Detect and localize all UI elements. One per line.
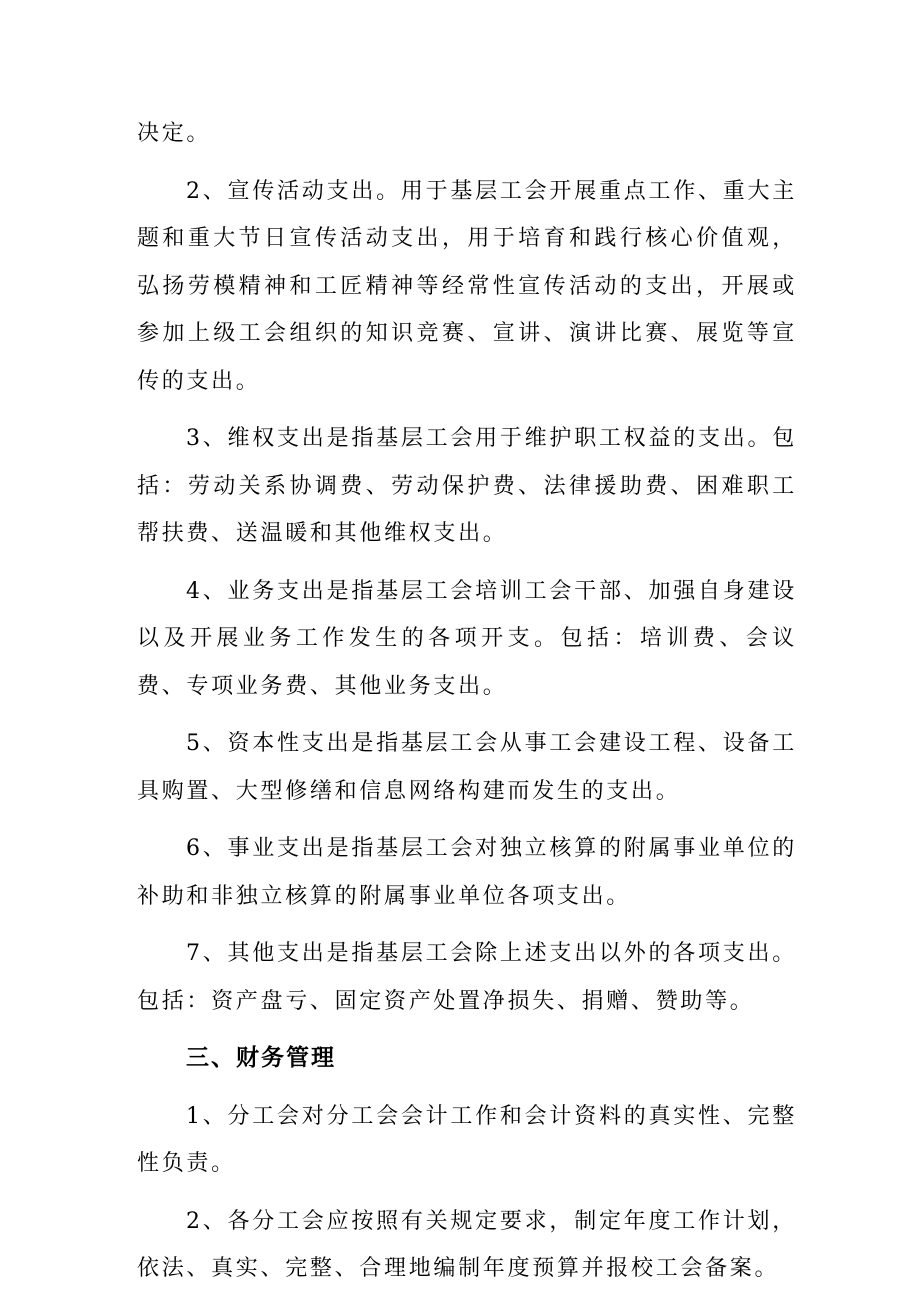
paragraph-publicity-expenses: 2、宣传活动支出。用于基层工会开展重点工作、重大主题和重大节日宣传活动支出，用于培育和践行核心价值观，弘扬劳模精神和工匠精神等经常性宣传活动的支出，开展或参加上级工会组织的知识竞赛、宣讲、演讲比赛、展览等宣传的支出。	[137, 178, 797, 394]
paragraph-continuation: 决定。	[137, 121, 212, 146]
paragraph-accounting-responsibility: 1、分工会对分工会会计工作和会计资料的真实性、完整性负责。	[137, 1103, 797, 1176]
paragraph-business-expenses: 4、业务支出是指基层工会培训工会干部、加强自身建设以及开展业务工作发生的各项开支。包括：培训费、会议费、专项业务费、其他业务支出。	[137, 578, 797, 699]
section-heading-financial-management: 三、财务管理	[186, 1045, 336, 1071]
paragraph-other-expenses: 7、其他支出是指基层工会除上述支出以外的各项支出。包括：资产盘亏、固定资产处置净损失、捐赠、赞助等。	[137, 941, 797, 1014]
paragraph-capital-expenses: 5、资本性支出是指基层工会从事工会建设工程、设备工具购置、大型修缮和信息网络构建而发生的支出。	[137, 731, 797, 804]
paragraph-undertaking-expenses: 6、事业支出是指基层工会对独立核算的附属事业单位的补助和非独立核算的附属事业单位各项支出。	[137, 836, 797, 909]
document-page	[137, 110, 797, 1303]
paragraph-annual-budget: 2、各分工会应按照有关规定要求，制定年度工作计划，依法、真实、完整、合理地编制年度预算并报校工会备案。	[137, 1208, 797, 1281]
paragraph-rights-protection-expenses: 3、维权支出是指基层工会用于维护职工权益的支出。包括：劳动关系协调费、劳动保护费、法律援助费、困难职工帮扶费、送温暖和其他维权支出。	[137, 426, 797, 546]
